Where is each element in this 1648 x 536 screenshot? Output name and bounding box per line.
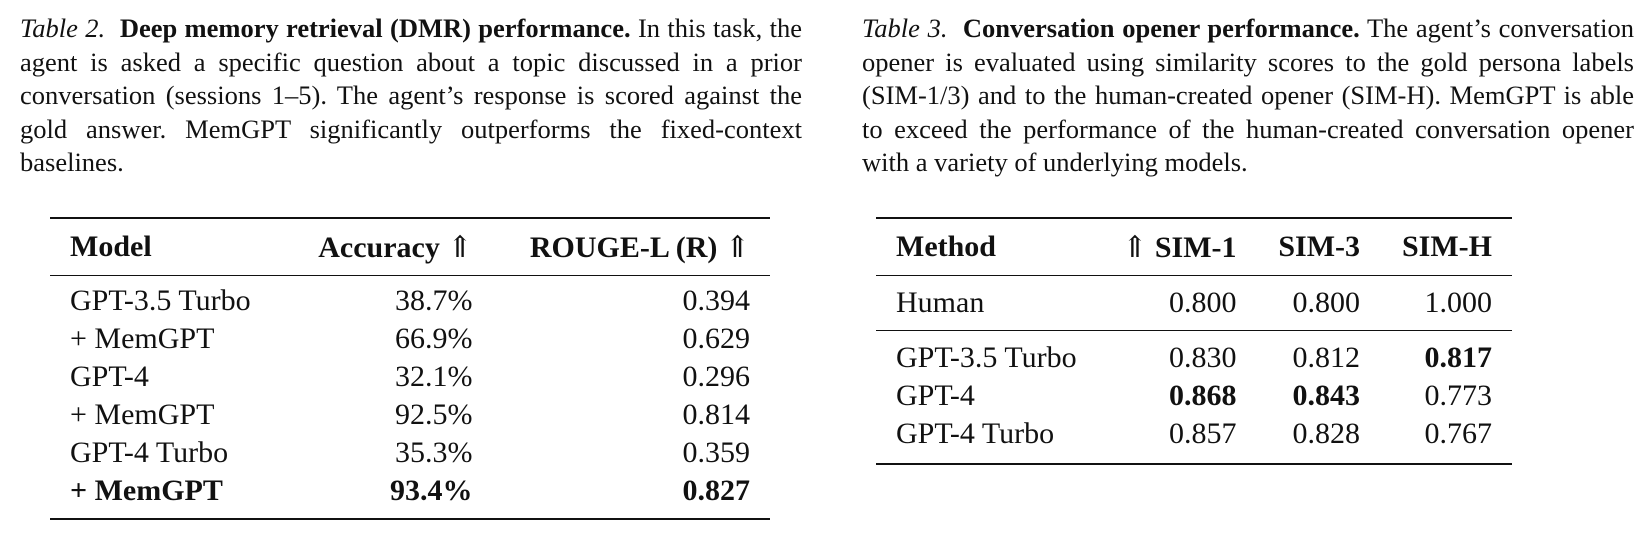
model-cell: + MemGPT	[70, 322, 215, 355]
table3-header-simh: SIM-H	[1402, 230, 1492, 263]
table-row	[50, 396, 770, 434]
sim3-cell: 0.828	[1292, 417, 1361, 450]
simh-cell: 0.817	[1424, 341, 1492, 374]
simh-cell: 0.767	[1424, 417, 1492, 450]
accuracy-cell: 35.3%	[395, 436, 473, 469]
model-cell: GPT-4 Turbo	[70, 436, 229, 469]
table3-caption-label: Table 3.	[862, 13, 948, 43]
table-row	[50, 276, 770, 321]
table2-header-row	[50, 218, 770, 276]
rouge-cell: 0.814	[682, 398, 750, 431]
accuracy-cell: 92.5%	[395, 398, 473, 431]
rouge-cell: 0.629	[682, 322, 750, 355]
sim1-cell: 0.857	[1169, 417, 1237, 450]
table2-header-accuracy: Accuracy ⇑	[318, 230, 473, 264]
table2-header-rouge: ROUGE-L (R) ⇑	[529, 230, 750, 264]
table-row	[50, 320, 770, 358]
table-row	[876, 331, 1512, 378]
table3-header-method: Method	[896, 230, 996, 263]
sim1-cell: 0.830	[1169, 341, 1237, 374]
table-row-best	[50, 472, 770, 519]
table2-caption-label: Table 2.	[20, 13, 106, 43]
up-arrow-icon: ⇑	[447, 230, 473, 264]
table3-header-sim1: ⇑ SIM-1	[1122, 230, 1237, 264]
table2-caption	[20, 12, 802, 180]
table2-caption-title: Deep memory retrieval (DMR) performance.	[119, 13, 631, 43]
method-cell: GPT-4 Turbo	[896, 417, 1055, 450]
accuracy-cell: 32.1%	[395, 360, 473, 393]
table3-caption-title: Conversation opener performance.	[962, 13, 1360, 43]
simh-cell: 0.773	[1424, 379, 1492, 412]
table3-header-sim3: SIM-3	[1278, 230, 1361, 263]
model-cell: GPT-3.5 Turbo	[70, 284, 251, 317]
sim3-cell: 0.800	[1292, 286, 1361, 319]
sim3-cell: 0.843	[1292, 379, 1361, 412]
rouge-cell: 0.359	[682, 436, 750, 469]
method-cell: GPT-4	[896, 379, 975, 412]
table3-opener-performance	[876, 217, 1512, 465]
table2-caption-body: In this task, the agent is asked a specific question about a topic discussed in a prior conversation (sessions 1–5). The agent’s response is scored against the gold answer. MemGPT significantly outperforms the fixed-context baselines.	[20, 13, 802, 177]
table-row	[876, 276, 1512, 331]
table2-dmr-performance	[50, 217, 770, 520]
rouge-cell: 0.394	[682, 284, 750, 317]
table-row	[876, 377, 1512, 415]
accuracy-cell: 66.9%	[395, 322, 473, 355]
rouge-cell: 0.827	[682, 474, 750, 507]
sim3-cell: 0.812	[1292, 341, 1361, 374]
method-cell: Human	[896, 286, 985, 319]
table-row	[50, 434, 770, 472]
sim1-cell: 0.868	[1169, 379, 1237, 412]
accuracy-cell: 38.7%	[395, 284, 473, 317]
table-row	[876, 415, 1512, 464]
table3-header-row	[876, 218, 1512, 276]
table-row	[50, 358, 770, 396]
up-arrow-icon: ⇑	[1122, 230, 1148, 264]
sim1-cell: 0.800	[1169, 286, 1237, 319]
model-cell: + MemGPT	[70, 474, 223, 507]
rouge-cell: 0.296	[682, 360, 750, 393]
simh-cell: 1.000	[1424, 286, 1492, 319]
table2-header-model: Model	[70, 230, 152, 263]
accuracy-cell: 93.4%	[390, 474, 473, 507]
table3-caption-body: The agent’s conversation opener is evaluated using similarity scores to the gold persona labels (SIM-1/3) and to the human-created opener (SIM-H). MemGPT is able to exceed the performance of the human-created conversation opener with a variety of underlying models.	[862, 13, 1634, 177]
method-cell: GPT-3.5 Turbo	[896, 341, 1077, 374]
up-arrow-icon: ⇑	[724, 230, 750, 264]
table2-column	[20, 12, 802, 507]
table3-column	[862, 12, 1634, 450]
model-cell: GPT-4	[70, 360, 149, 393]
model-cell: + MemGPT	[70, 398, 215, 431]
table3-caption	[862, 12, 1634, 180]
